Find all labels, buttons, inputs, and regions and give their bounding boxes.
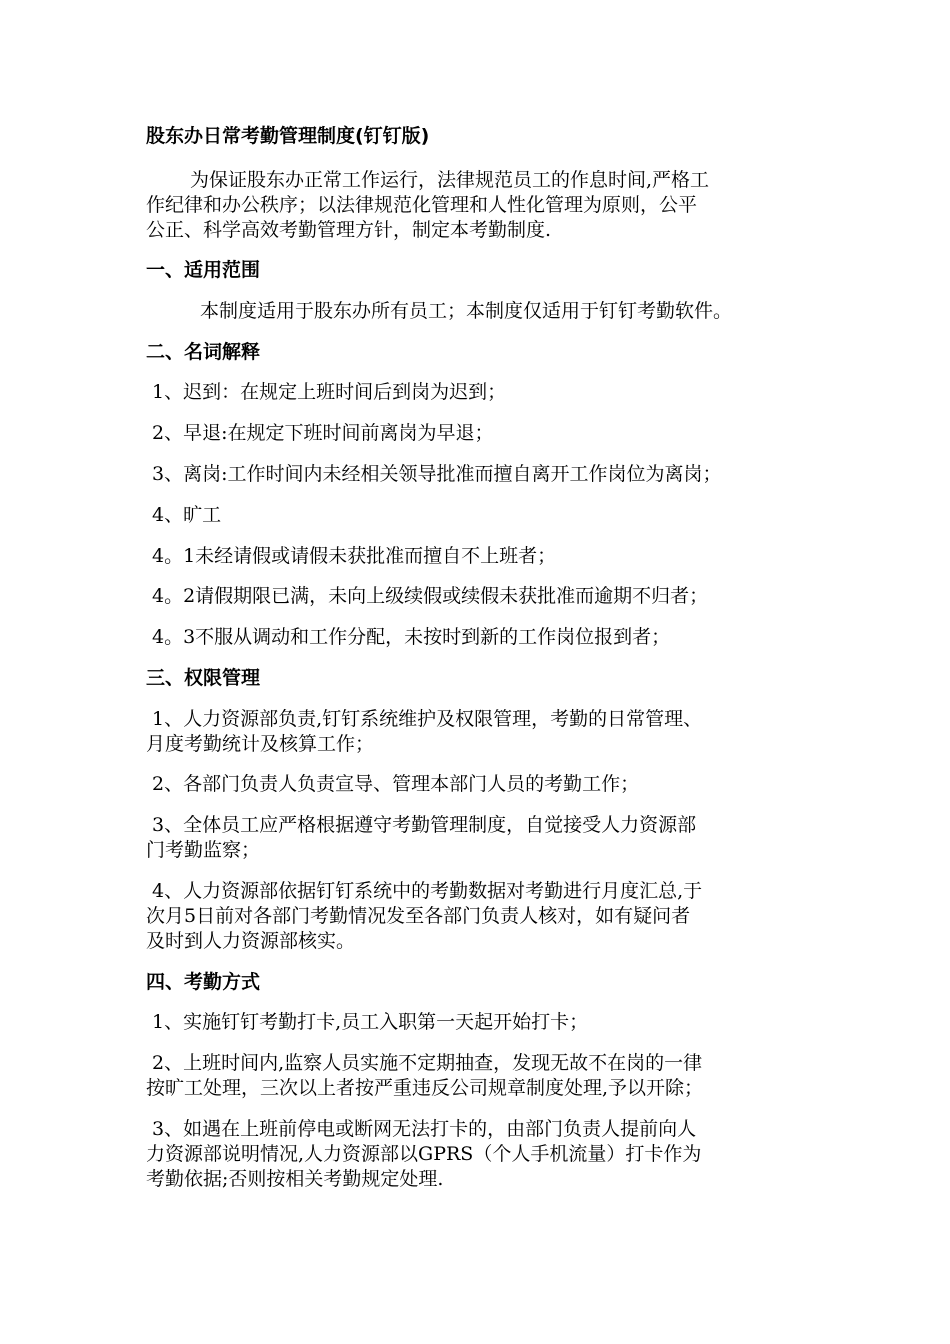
section4-item-2-line-2: 按旷工处理，三次以上者按严重违反公司规章制度处理,予以开除；	[146, 1077, 704, 1099]
section2-item: 4。2请假期限已满，未向上级续假或续假未获批准而逾期不归者；	[152, 585, 709, 607]
section2-item: 4、旷工	[152, 504, 222, 526]
section2-item: 1、迟到：在规定上班时间后到岗为迟到；	[152, 381, 507, 403]
section2-item: 4。3不服从调动和工作分配，未按时到新的工作岗位报到者；	[152, 626, 671, 648]
section3-item-1-line-2: 月度考勤统计及核算工作；	[146, 733, 375, 755]
section3-item-4-line-2: 次月5日前对各部门考勤情况发至各部门负责人核对，如有疑问者	[146, 905, 691, 927]
section4-item-3-line-2: 力资源部说明情况,人力资源部以GPRS（个人手机流量）打卡作为	[146, 1143, 702, 1165]
section2-heading: 二、名词解释	[146, 341, 261, 363]
document-title: 股东办日常考勤管理制度(钉钉版)	[146, 125, 430, 147]
section1-heading: 一、适用范围	[146, 259, 261, 281]
section3-heading: 三、权限管理	[146, 667, 261, 689]
section4-item-2-line-1: 2、上班时间内,监察人员实施不定期抽查，发现无故不在岗的一律	[152, 1052, 703, 1074]
section3-item-1-line-1: 1、人力资源部负责,钉钉系统维护及权限管理，考勤的日常管理、	[152, 708, 703, 730]
section4-item-1: 1、实施钉钉考勤打卡,员工入职第一天起开始打卡；	[152, 1011, 589, 1033]
section3-item-2: 2、各部门负责人负责宣导、管理本部门人员的考勤工作；	[152, 773, 640, 795]
intro-line-2: 作纪律和办公秩序；以法律规范化管理和人性化管理为原则，公平	[146, 194, 698, 216]
section2-item: 3、离岗:工作时间内未经相关领导批准而擅自离开工作岗位为离岗；	[152, 463, 722, 485]
section2-item: 4。1未经请假或请假未获批准而擅自不上班者；	[152, 545, 557, 567]
section3-item-4-line-3: 及时到人力资源部核实。	[146, 930, 356, 952]
section4-item-3-line-3: 考勤依据;否则按相关考勤规定处理.	[146, 1168, 444, 1190]
section1-text: 本制度适用于股东办所有员工；本制度仅适用于钉钉考勤软件。	[200, 300, 733, 322]
intro-line-1: 为保证股东办正常工作运行，法律规范员工的作息时间,严格工	[190, 169, 710, 191]
section3-item-3-line-1: 3、全体员工应严格根据遵守考勤管理制度，自觉接受人力资源部	[152, 814, 697, 836]
intro-line-3: 公正、科学高效考勤管理方针，制定本考勤制度.	[146, 219, 552, 241]
section4-item-3-line-1: 3、如遇在上班前停电或断网无法打卡的，由部门负责人提前向人	[152, 1118, 697, 1140]
section3-item-4-line-1: 4、人力资源部依据钉钉系统中的考勤数据对考勤进行月度汇总,于	[152, 880, 703, 902]
section3-item-3-line-2: 门考勤监察；	[146, 839, 261, 861]
section2-item: 2、早退:在规定下班时间前离岗为早退；	[152, 422, 494, 444]
section4-heading: 四、考勤方式	[146, 971, 261, 993]
